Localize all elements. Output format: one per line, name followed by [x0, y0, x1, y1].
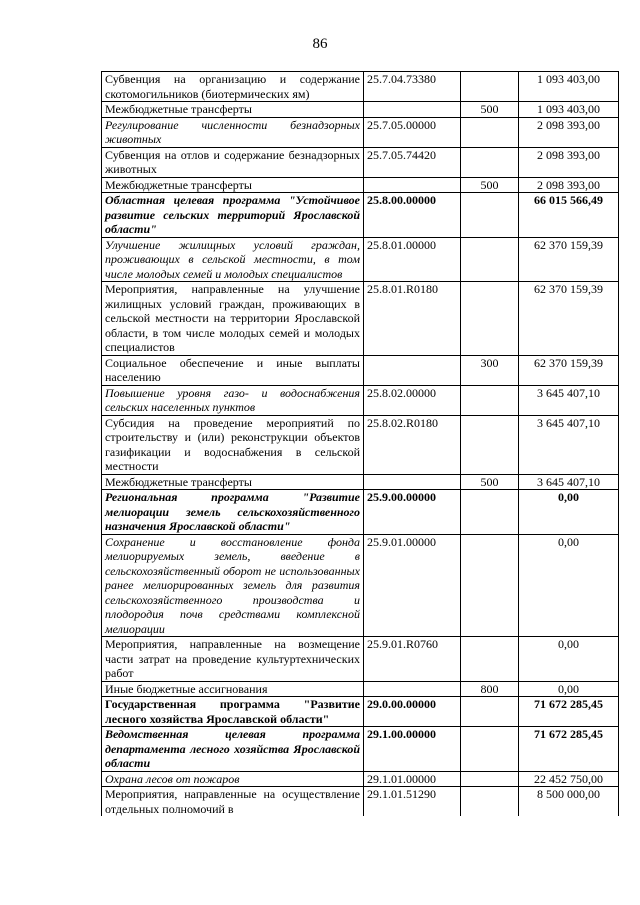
name-cell: Мероприятия, направленные на осуществление отдельных полномочий в [102, 787, 364, 817]
target-code-cell: 25.8.02.R0180 [364, 415, 461, 474]
name-cell: Региональная программа "Развитие мелиорации земель сельскохозяйственного назначения Ярославской области" [102, 490, 364, 535]
name-cell: Межбюджетные трансферты [102, 474, 364, 490]
target-code-cell: 25.9.01.00000 [364, 534, 461, 637]
expense-type-cell [461, 637, 519, 682]
table-row [102, 637, 619, 682]
amount-cell: 0,00 [519, 637, 619, 682]
target-code-cell: 25.9.01.R0760 [364, 637, 461, 682]
name-cell: Ведомственная целевая программа департамента лесного хозяйства Ярославской области [102, 727, 364, 772]
expense-type-cell [461, 787, 519, 817]
target-code-cell: 29.1.01.00000 [364, 771, 461, 787]
budget-table [101, 71, 619, 816]
expense-type-cell [461, 385, 519, 415]
expense-type-cell [461, 147, 519, 177]
amount-cell: 0,00 [519, 681, 619, 697]
target-code-cell: 25.8.00.00000 [364, 193, 461, 238]
expense-type-cell [461, 117, 519, 147]
table-row [102, 490, 619, 535]
expense-type-cell: 800 [461, 681, 519, 697]
name-cell: Иные бюджетные ассигнования [102, 681, 364, 697]
expense-type-cell: 500 [461, 474, 519, 490]
target-code-cell: 25.8.02.00000 [364, 385, 461, 415]
expense-type-cell: 500 [461, 102, 519, 118]
expense-type-cell [461, 697, 519, 727]
name-cell: Субвенция на организацию и содержание скотомогильников (биотермических ям) [102, 72, 364, 102]
table-row [102, 72, 619, 102]
table-row [102, 681, 619, 697]
table-row [102, 415, 619, 474]
amount-cell: 1 093 403,00 [519, 72, 619, 102]
expense-type-cell: 500 [461, 177, 519, 193]
amount-cell: 0,00 [519, 490, 619, 535]
amount-cell: 71 672 285,45 [519, 697, 619, 727]
expense-type-cell [461, 282, 519, 356]
expense-type-cell: 300 [461, 355, 519, 385]
amount-cell: 8 500 000,00 [519, 787, 619, 817]
target-code-cell: 25.7.05.74420 [364, 147, 461, 177]
amount-cell: 3 645 407,10 [519, 474, 619, 490]
table-row [102, 193, 619, 238]
expense-type-cell [461, 771, 519, 787]
table-row [102, 787, 619, 817]
table-row [102, 237, 619, 282]
table-row [102, 147, 619, 177]
table-row [102, 727, 619, 772]
target-code-cell [364, 177, 461, 193]
table-row [102, 117, 619, 147]
table-row [102, 474, 619, 490]
amount-cell: 1 093 403,00 [519, 102, 619, 118]
target-code-cell: 25.9.00.00000 [364, 490, 461, 535]
target-code-cell [364, 681, 461, 697]
target-code-cell [364, 474, 461, 490]
expense-type-cell [461, 727, 519, 772]
target-code-cell: 29.1.01.51290 [364, 787, 461, 817]
budget-table-body [102, 72, 619, 817]
name-cell: Охрана лесов от пожаров [102, 771, 364, 787]
amount-cell: 0,00 [519, 534, 619, 637]
table-row [102, 177, 619, 193]
table-row [102, 282, 619, 356]
expense-type-cell [461, 237, 519, 282]
name-cell: Социальное обеспечение и иные выплаты населению [102, 355, 364, 385]
name-cell: Областная целевая программа "Устойчивое развитие сельских территорий Ярославской области" [102, 193, 364, 238]
expense-type-cell [461, 534, 519, 637]
table-row [102, 102, 619, 118]
amount-cell: 62 370 159,39 [519, 237, 619, 282]
amount-cell: 2 098 393,00 [519, 147, 619, 177]
amount-cell: 2 098 393,00 [519, 177, 619, 193]
expense-type-cell [461, 415, 519, 474]
table-row [102, 385, 619, 415]
amount-cell: 71 672 285,45 [519, 727, 619, 772]
expense-type-cell [461, 490, 519, 535]
name-cell: Мероприятия, направленные на возмещение части затрат на проведение культуртехнических работ [102, 637, 364, 682]
name-cell: Улучшение жилищных условий граждан, проживающих в сельской местности, в том числе молодых семей и молодых специалистов [102, 237, 364, 282]
target-code-cell: 25.7.04.73380 [364, 72, 461, 102]
table-row [102, 697, 619, 727]
amount-cell: 3 645 407,10 [519, 385, 619, 415]
amount-cell: 66 015 566,49 [519, 193, 619, 238]
target-code-cell: 25.8.01.R0180 [364, 282, 461, 356]
name-cell: Субвенция на отлов и содержание безнадзорных животных [102, 147, 364, 177]
name-cell: Государственная программа "Развитие лесного хозяйства Ярославской области" [102, 697, 364, 727]
name-cell: Межбюджетные трансферты [102, 102, 364, 118]
target-code-cell: 29.1.00.00000 [364, 727, 461, 772]
amount-cell: 2 098 393,00 [519, 117, 619, 147]
amount-cell: 3 645 407,10 [519, 415, 619, 474]
table-row [102, 355, 619, 385]
table-row [102, 534, 619, 637]
amount-cell: 62 370 159,39 [519, 282, 619, 356]
name-cell: Мероприятия, направленные на улучшение жилищных условий граждан, проживающих в сельской местности на территории Ярославской области, в том числе молодых семей и молодых специалистов [102, 282, 364, 356]
amount-cell: 62 370 159,39 [519, 355, 619, 385]
expense-type-cell [461, 72, 519, 102]
name-cell: Сохранение и восстановление фонда мелиорируемых земель, введение в сельскохозяйственный оборот не использованных ранее мелиорированных земель для развития сельскохозяйственного производства и плодородия почв средствами комплексной мелиорации [102, 534, 364, 637]
expense-type-cell [461, 193, 519, 238]
table-row [102, 771, 619, 787]
name-cell: Повышение уровня газо- и водоснабжения сельских населенных пунктов [102, 385, 364, 415]
target-code-cell: 25.8.01.00000 [364, 237, 461, 282]
name-cell: Субсидия на проведение мероприятий по строительству и (или) реконструкции объектов газификации и водоснабжения в сельской местности [102, 415, 364, 474]
amount-cell: 22 452 750,00 [519, 771, 619, 787]
target-code-cell: 25.7.05.00000 [364, 117, 461, 147]
name-cell: Регулирование численности безнадзорных животных [102, 117, 364, 147]
name-cell: Межбюджетные трансферты [102, 177, 364, 193]
target-code-cell [364, 355, 461, 385]
page-number: 86 [312, 36, 328, 52]
target-code-cell [364, 102, 461, 118]
target-code-cell: 29.0.00.00000 [364, 697, 461, 727]
